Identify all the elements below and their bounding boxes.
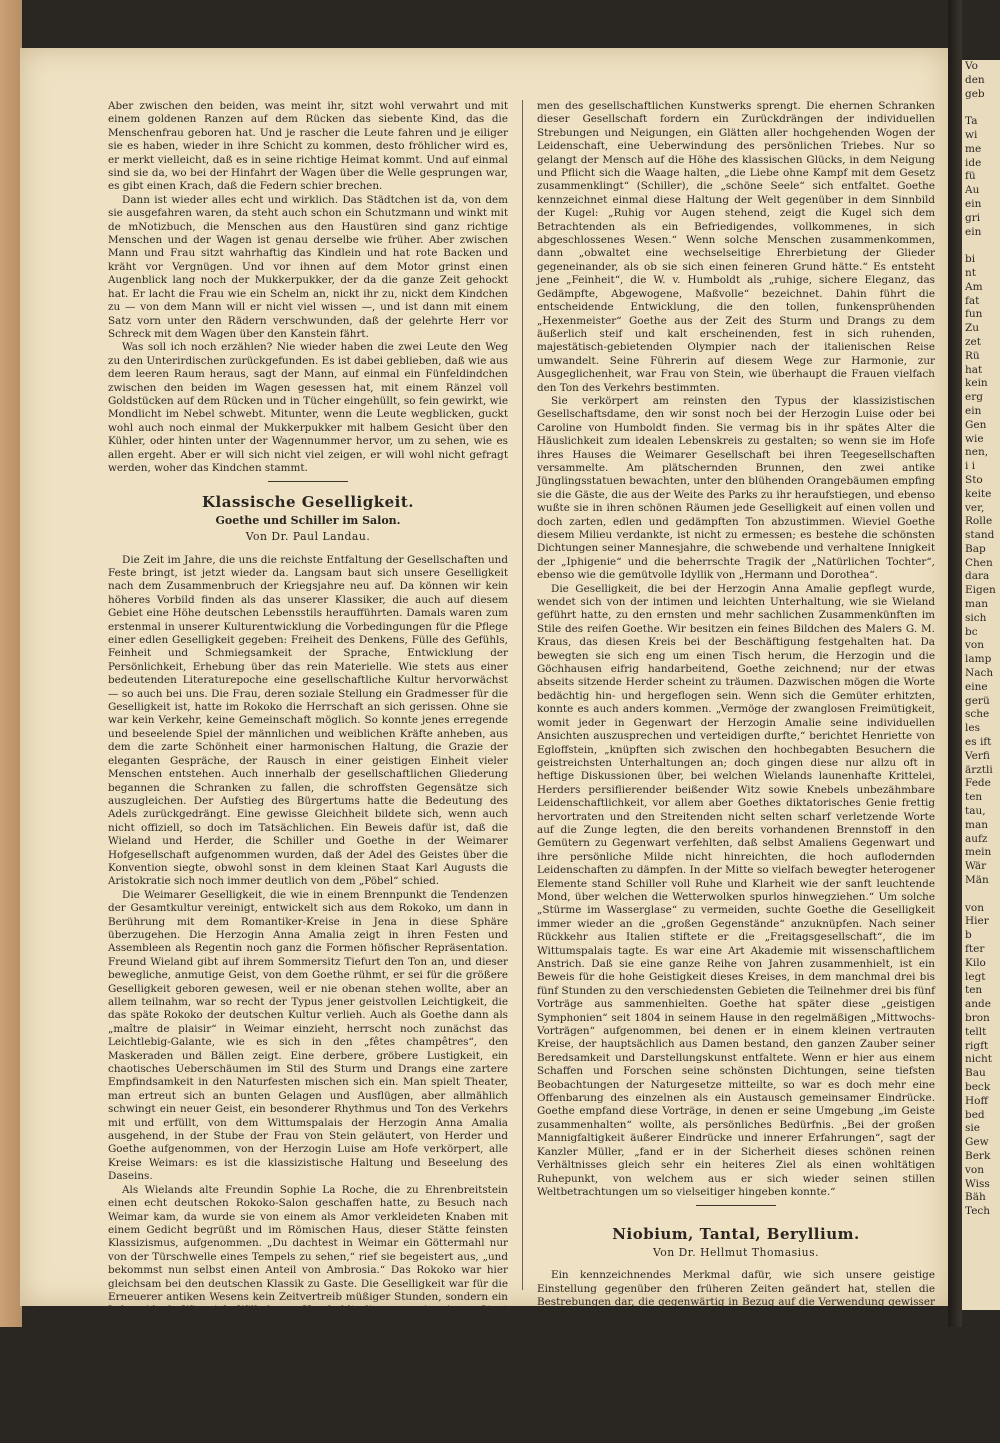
next-page-fragment: Gen — [965, 418, 987, 431]
next-page-fragment — [962, 888, 1000, 902]
next-page-fragment: Gew — [965, 1136, 989, 1149]
next-page-fragment: Bäh — [965, 1191, 986, 1204]
next-page-fragment: sie — [965, 1122, 980, 1135]
next-page-fragment: Verfi — [965, 749, 990, 762]
next-page-fragment: Am — [965, 280, 983, 293]
next-page-fragment: Hier — [965, 915, 989, 928]
next-page-fragment: Rolle — [965, 515, 993, 528]
next-page-fragment: stand — [965, 529, 995, 542]
next-page-fragment: Vo — [965, 60, 978, 72]
intro-paragraph-1: Aber zwischen den beiden, was meint ihr, sitzt wohl verwahrt und mit einem goldenen Ranzen auf dem Rücken das siebente Kind, das die Menschenfrau geboren hat. Und je rascher die Leute fahren und je eiliger sie es haben, wieder in ihre Schicht zu kommen, desto fröhlicher wird es, er merkt vielleicht, daß es in seine richtige Heimat kommt. Und auf einmal sind sie da, wo bei der Hinfahrt der Wagen über die Welle gesprungen war, es gibt einen Krach, daß die Federn schier brechen. — [108, 100, 508, 193]
next-page-fragment: tau, — [965, 805, 986, 818]
next-page-fragment: legt — [965, 970, 986, 983]
next-page-fragment: Hoff — [965, 1094, 988, 1107]
next-page-fragment: Zu — [965, 322, 980, 335]
next-page-fragment: Nach — [965, 667, 994, 680]
next-page-fragment: man — [965, 818, 988, 831]
next-page-fragment: Bau — [965, 1067, 986, 1080]
next-page-fragment: gerü — [965, 694, 990, 707]
next-page-fragment: hat — [965, 363, 983, 376]
next-page-fragment: Tech — [965, 1205, 991, 1218]
next-page-fragment: Män — [965, 874, 989, 887]
article-title: Klassische Geselligkeit. — [201, 493, 414, 512]
article-continuation-1: men des gesellschaftlichen Kunstwerks sprengt. Die ehernen Schranken dieser Gesellschaft fordern ein Zurückdrängen der individuellen Strebungen und Neigungen, ein Glätten aller hochgehenden Wogen der Leidenschaft, eine Ueberwindung des persönlichen Triebes. Nur so gelangt der Mensch auf die Höhe des klassischen Glücks, in dem Neigung und Pflicht sich die Waage halten, „die Liebe ohne Kampf mit dem Gesetz zusammenklingt“ (Schiller), die „schöne Seele“ sich entfaltet. Goethe kennzeichnet einmal diese Haltung der Welt gegenüber in dem Sinnbild der Kugel: „Ruhig vor Augen stehend, zeigt die Kugel sich dem Betrachtenden als ein Befriedigendes, vollkommenes, in sich abgeschlossenes Wesen.“ Wenn solche Menschen zusammenkommen, dann „obwaltet eine wechselseitige Ehrerbietung der Glieder gegeneinander, als ob sie sich einen feineren Grund hätte.“ Es entsteht jene „Feinheit“, die W. v. Humboldt als „ruhige, sichere Eleganz, das Gedämpfte, Abgewogene, Maßvolle“ bezeichnet. Dahin führt die entscheidende Entwicklung, die den tollen, funkensprühenden „Hexenmeister“ Goethe aus der Zeit des Sturm und Drangs zu dem äußerlich steif und kalt erscheinenden, fest in sich ruhenden, majestätisch-gebietenden Olympier nach der italienischen Reise umwandelt. Seine Führerin auf diesem Wege zur Harmonie, zur Ausgeglichenheit, war Frau von Stein, wie überhaupt die Frauen vielfach den Ton des Verkehrs bestimmten. — [537, 100, 935, 394]
next-page-fragment: ver, — [965, 501, 985, 514]
article-continuation-3: Die Geselligkeit, die bei der Herzogin Anna Amalie gepflegt wurde, wendet sich von der intimen und leichten Unterhaltung, wie sie Wieland geführt hatte, zu den ernsten und mehr sachlichen Zusammenkünften im Stile des reifen Goethe. Wir besitzen ein feines Bildchen des Malers G. M. Kraus, das diesen Kreis bei der Beschäftigung festgehalten hat. Da bewegten sie sich eng um einen Tisch herum, die Herzogin und die Göchhausen eifrig handarbeitend, Goethe zeichnend; nur der etwas abseits sitzende Herder scheint zu träumen. Dazwischen mögen die Worte bedächtig hin- und hergeflogen sein. Wenn sich die Gemüter erhitzten, konnte es auch anders kommen. „Vermöge der zwanglosen Freimütigkeit, womit jeder in Gegenwart der Herzogin Amalie seine individuellen Ansichten auszusprechen und verteidigen durfte,“ berichtet Henriette von Egloffstein, „knüpften sich zwischen den hochbegabten Besuchern die geistreichsten Unterhaltungen an; doch gingen diese nur allzu oft in heftige Diskussionen über, bei welchen Wielands launenhafte Krittelei, Herders persiflierender beißender Witz sowie Knebels unbezähmbare Leidenschaftlichkeit, vor allem aber Goethes diktatorisches Genie frettig hervortraten und den Streitenden nicht selten scharf verletzende Worte auf die Zunge legten, die den bereits vorhandenen Brennstoff in den Gemütern zu Gegenwart verfehlten, daß selbst Amaliens Gegenwart und ihre persönliche Milde nicht hinreichten, die hoch auflodernden Leidenschaften zu dämpfen. In der Mitte so vielfach bewegter heterogener Elemente stand Schiller voll Ruhe und Klarheit wie der sanft leuchtende Mond, über welchen die Wetterwolken spurlos hinwegziehen.“ Um solche „Stürme im Wasserglase“ zu vermeiden, suchte Goethe die Geselligkeit immer wieder an die „großen Gegenstände“ anzuknüpfen. Nach seiner Rückkehr aus Italien stiftete er die „Freitagsgesellschaft“, die im Wittumspalais tagte. Es war eine Art Akademie mit wissenschaftlichem Anstrich. Daß sie eine ganze Reihe von Jahren zusammenhielt, ist ein Beweis für die hohe Geistigkeit dieses Kreises, in dem manchmal drei bis fünf Stunden zu den verschiedensten Gebieten die Teilnehmer drei bis fünf Vorträge aus sammenhielten. Goethe hat später diese „geistigen Symphonien“ seit 1804 in seinem Hause in den regelmäßigen „Mittwochs-Vorträgen“ aufgenommen, bei denen er in einem kleinen vertrauten Kreise, der hauptsächlich aus Damen bestand, den ganzen Zauber seiner Beredsamkeit und Darstellungskunst entfaltete. Wenn er hier aus einem Schaffen und Forschen seine schönsten Dichtungen, seine tiefsten Beobachtungen der Naturgesetze mitteilte, so war es doch mehr eine Offenbarung des einzelnen als ein Austausch gemeinsamer Eindrücke. Goethe empfand diese Vorträge, in denen er seine Umgebung „im Geiste zusammenhalten“ wollte, als persönliches Bedürfnis. „Bei der großen Mannigfaltigkeit äußerer Eindrücke und innerer Erfahrungen“, sagt der Kanzler Müller, „fand er in der Sicherheit dieses schönen reinen Verhältnisses gleich sehr ein heiteres Ziel als einen wohltätigen Ruhepunkt, von welchem aus er sich wieder seinen stillen Weltbetrachtungen um so vielseitiger hingeben konnte.“ — [537, 582, 935, 1198]
next-page-fragment: me — [965, 142, 982, 155]
left-page-edge — [0, 0, 22, 1327]
next-page-fragment: es ift — [965, 736, 992, 749]
column-rule — [522, 100, 523, 1290]
next-page-fragment: wie — [965, 432, 984, 445]
next-page-fragment: man — [965, 598, 988, 611]
next-page-fragment: lamp — [965, 653, 992, 666]
article-paragraph-2: Die Weimarer Geselligkeit, die wie in einem Brennpunkt die Tendenzen der Gesamtkultur vereinigt, entwickelt sich aus dem Rokoko, um dann in Berührung mit dem Romantiker-Kreise in Jena in diese Sphäre überzugehen. Die Herzogin Anna Amalia zeigt in ihren Festen und Assembleen als Regentin noch ganz die Formen höfischer Repräsentation. Freund Wieland gibt auf ihrem Sommersitz Tiefurt den Ton an, und dieser bewegliche, anmutige Geist, von dem Goethe rühmt, er sei für die größere Geselligkeit geboren gewesen, weil er nie obenan stehen wollte, aber an allem teilnahm, war so recht der Typus jener geistvollen Leichtigkeit, die das späte Rokoko der deutschen Kultur verlieh. Auch als Goethe dann als „maître de plaisir“ in Weimar einzieht, herrscht noch zunächst das Leichtlebig-Galante, wie es sich in den „fêtes champêtres“, den Maskeraden und Bällen zeigt. Eine derbere, gröbere Lustigkeit, ein chaotisches Ueberschäumen im Stil des Sturm und Drangs eine zartere Empfindsamkeit in den Naturfesten mischen sich ein. Man spielt Theater, man ertreut sich an bunten Gelagen und Ausflügen, aber allmählich schwingt ein neuer Geist, ein besonderer Rhythmus und Ton des Verkehrs mit und erfüllt, von dem Wittumspalais der Herzogin Anna Amalia ausgehend, in der Stube der Frau von Stein geläutert, von Herder und Goethe aufgenommen, von der Herzogin Luise am Hofe verkörpert, alle Kreise Weimars: es ist die klassizistische Haltung und Beseelung des Daseins. — [108, 888, 508, 1183]
next-page-fragment: les — [965, 722, 980, 735]
next-page-fragment: b — [965, 929, 972, 942]
next-page-fragment: i i — [965, 460, 976, 473]
next-page-fragment: fat — [965, 294, 980, 307]
next-page-fragment: erg — [965, 391, 983, 404]
next-page-fragment: Bap — [965, 542, 986, 555]
next-page-fragment: tellt — [965, 1025, 987, 1038]
next-page-fragment: von — [965, 639, 985, 652]
next-page-fragment: Kilo — [965, 956, 986, 969]
section-divider-right — [696, 1205, 776, 1206]
next-page-fragment: dara — [965, 570, 990, 583]
next-page-fragment: wi — [965, 128, 978, 141]
next-page-fragment: von — [965, 1163, 985, 1176]
next-page-fragment: ten — [965, 984, 983, 997]
next-page-fragment: eine — [965, 680, 988, 693]
next-page-fragment: ärztli — [965, 763, 993, 776]
next-page-fragment: nt — [965, 266, 976, 279]
next-page-fragment: Wiss — [965, 1177, 990, 1190]
next-page-fragment: ande — [965, 998, 991, 1011]
article-byline: Von Dr. Paul Landau. — [245, 530, 371, 544]
next-page-fragment — [962, 101, 1000, 115]
second-article-title: Niobium, Tantal, Beryllium. — [612, 1225, 860, 1244]
next-page-fragment: nicht — [965, 1053, 992, 1066]
next-page-fragment: beck — [965, 1080, 991, 1093]
next-page-fragment: keite — [965, 487, 992, 500]
second-article-byline: Von Dr. Hellmut Thomasius. — [652, 1245, 820, 1259]
next-page-fragment: fun — [965, 308, 983, 321]
next-page-fragment: ten — [965, 791, 983, 804]
next-page-fragment: Au — [965, 184, 980, 197]
next-page-fragment: gri — [965, 211, 981, 224]
next-page-fragment: den — [965, 73, 985, 86]
next-page-fragment: bi — [965, 253, 976, 266]
next-page-fragment: Eigen — [965, 584, 996, 597]
next-page-fragment: mein — [965, 846, 992, 859]
next-page-fragment: bron — [965, 1011, 990, 1024]
second-article-paragraph-1: Ein kennzeichnendes Merkmal dafür, wie sich unsere geistige Einstellung gegenüber den früheren Zeiten geändert hat, stellen die Bestrebungen dar, die gegenwärtig in Bezug auf die Verwendung gewisser Metalle im Gange sind. Lange Zeit bieten diese Metalle lediglich wissenschaftliches Interesse. Sie waren meist verhältnismäßig selten. Vielfach war es ein Kunststück, ihr Dasein überhaupt zu bemerken und sie in einem Zustande darzustellen. War ein derartiger großer Wurf gelungen, so begann das Schürfen in die Tiefe. Ihre Eigenschaften wurden ermittelt und aufs genaueste erforscht. Wenn mehr Arbeiten zu einem gewissen Abschluß gelangt waren, wendete man sich neuen Aufgaben zu. Die Metalle selbst wurden in kleinen Proben den Sammlungen der Hochschulen und wissenschaftlichen Institute einverleibt. Hier führten sie eine Art von Museumsdasein. Die — [537, 1269, 935, 1442]
next-page-fragment: bed — [965, 1108, 985, 1121]
next-page-fragment: fter — [965, 943, 985, 955]
next-page-fragment: Wär — [965, 860, 987, 873]
next-page-fragment: ein — [965, 197, 982, 210]
intro-paragraph-3: Was soll ich noch erzählen? Nie wieder haben die zwei Leute den Weg zu den Unterirdischen zurückgefunden. Es ist dabei geblieben, daß wie aus dem leeren Raum heraus, sagt der Mann, auf einmal ein Fünfeldindchen zwischen den beiden im Wagen gesessen hat, mit einem Ränzel voll Goldstücken auf dem Rücken und in Tücher eingehüllt, so fein gewirkt, wie Mondlicht im Nebel schwebt. Mitunter, wenn die Leute wegblicken, guckt wohl auch noch einmal der Mukkerpukker mit halbem Gesicht über den Kühler, oder hinten unter der Wagennummer hervor, um zu sehen, wie es allen ergeht. Aber er will sich nicht viel zeigen, er will wohl nicht gefragt werden, woher das Kindchen stammt. — [108, 341, 508, 474]
intro-paragraph-2: Dann ist wieder alles echt und wirklich. Das Städtchen ist da, von dem sie ausgefahren waren, da steht auch schon ein Schutzmann und winkt mit de mNotizbuch, die Menschen aus den Haustüren sind ganz richtige Menschen und der Wagen ist genau derselbe wie früher. Aber zwischen Mann und Frau sitzt wahrhaftig das Kindlein und hat rote Backen und kräht vor Vergnügen. Und vor ihnen auf dem Motor grinst einen Augenblick lang noch der Mukkerpukker, der da die ganze Zeit gehockt hat. Er lacht die Frau wie ein Schelm an, nickt ihr zu, nickt dem Kindchen zu — von dem Mann will er nicht viel wissen —, und ist dann mit einem Satz vorn unter den Rädern verschwunden, daß der gelehrte Herr vor Schreck mit dem Wagen über den Kanstein fährt. — [108, 193, 508, 340]
next-page-fragment: sche — [965, 708, 990, 721]
next-page-fragment: ide — [965, 156, 982, 169]
next-page-fragment: aufz — [965, 832, 988, 845]
article-subtitle: Goethe und Schiller im Salon. — [215, 513, 401, 527]
next-page-fragment: von — [965, 901, 985, 914]
next-page-fragment: rigft — [965, 1039, 989, 1052]
next-page-fragment: Sto — [965, 473, 983, 486]
next-page-fragment — [962, 239, 1000, 253]
next-page-fragment: fü — [965, 170, 976, 183]
next-page-fragment: bc — [965, 625, 978, 638]
next-page-fragment: ein — [965, 404, 982, 417]
next-page-fragment: zet — [965, 335, 981, 348]
next-page-edge — [962, 60, 1000, 1310]
left-column — [108, 100, 508, 1412]
next-page-fragment: nen, — [965, 446, 989, 459]
next-page-fragment: Berk — [965, 1149, 991, 1162]
right-column — [537, 100, 935, 1443]
article-paragraph-3: Als Wielands alte Freundin Sophie La Roche, die zu Ehrenbreitstein einen echt deutschen Rokoko-Salon geschaffen hatte, zu Besuch nach Weimar kam, da wurde sie von einem als Amor verkleideten Knaben mit einem Gedicht begrüßt und im Römischen Haus, dieser Stätte feinsten Klassizismus, aufgenommen. „Du dachtest in Weimar ein Göttermahl nur von der Türschwelle eines Tempels zu sehen,“ rief sie begeistert aus, „und bekommst nun selbst einen Anteil von Ambrosia.“ Das Rokoko war hier gleichsam bei den deutschen Klassik zu Gaste. Die Geselligkeit war für die Erneuerer antiken Wesens kein Zeitvertreib müßiger Stunden, sondern ein Lebensideal. Wie sich Wilhelm v. Humboldt die ganze in einem Staat lebende Nation unter dem Bilde einer edlen Gesellschaft darstellte, so glaubte man in der Weimarer Gemeinschaft diese Harmonie verwirklichen zu können durch jene ästhetische Erziehung, die Schiller predigte, durch die Gemeinsamkeit der Weltanschauung, durch das Aufgehen der einzelnen Persönlichkeit in dem allgemeinen Gesetz. Ein Wilhelm Meister, ein Faust fügen sich als dienendes Glied dem großen Ganzen ein; Tasso scheitert, weil seine unbändige Dämonie die strengen For- — [108, 1183, 508, 1411]
next-page-fragment: kein — [965, 377, 988, 390]
next-page-fragment: sich — [965, 611, 987, 624]
next-page-fragment: Rü — [965, 349, 980, 362]
next-page-fragment: ein — [965, 225, 982, 238]
next-page-fragment: Ta — [965, 115, 978, 128]
next-page-fragment: Chen — [965, 556, 993, 569]
next-page-fragment: geb — [965, 87, 985, 100]
article-paragraph-1: Die Zeit im Jahre, die uns die reichste Entfaltung der Gesellschaften und Feste bringt, ist jetzt wieder da. Langsam baut sich unsere Geselligkeit nach dem Zusammenbruch der Kriegsjahre neu auf. Da können wir kein höheres Vorbild finden als das unserer Klassiker, die auch auf diesem Gebiet eine Höhe deutschen Lebensstils heraufführten. Damals waren zum erstenmal in unserer Kulturentwicklung die Vorbedingungen für die Pflege einer edlen Geselligkeit gegeben: Freiheit des Denkens, Fülle des Gefühls, Feinheit und Schmiegsamkeit der Sprache, Entwicklung der Persönlichkeit, Erhebung über das rein Materielle. Wie stets aus einer bedeutenden Literaturepoche eine gesellschaftliche Kultur hervorwächst — so auch bei uns. Die Frau, deren soziale Stellung ein Gradmesser für die Geselligkeit ist, hatte im Rokoko die Herrschaft an sich gerissen. Ohne sie war kein Verkehr, keine Gemeinschaft möglich. So konnte jenes erregende und beseelende Spiel der männlichen und weiblichen Kräfte anheben, aus dem die zarte Schönheit einer harmonischen Haltung, die Grazie der eleganten Gespräche, der Rausch in einer geistigen Einheit vieler Menschen entstehen. Auch innerhalb der gesellschaftlichen Gliederung begannen die Schranken zu fallen, die schroffsten Gegensätze sich auszugleichen. Der Aufstieg des Bürgertums hatte die Bedeutung des Adels zurückgedrängt. Eine gewisse Gleichheit bildete sich, wenn auch nicht offiziell, so doch im Tatsächlichen. Ein Beweis dafür ist, daß die Wieland und Herder, die Schiller und Goethe in der Weimarer Hofgesellschaft aufgenommen wurden, daß der Adel des Geistes über die Konvention siegte, obwohl sonst in dem kleinen Staat Karl Augusts die Aristokratie sich noch immer deutlich von dem „Pöbel“ schied. — [108, 553, 508, 888]
book-gutter — [948, 0, 962, 1327]
article-continuation-2: Sie verkörpert am reinsten den Typus der klassizistischen Gesellschaftsdame, den wir sonst noch bei der Herzogin Luise oder bei Caroline von Humboldt finden. Sie vermag bis in ihr spätes Alter die Häuslichkeit zum idealen Lebenskreis zu gestalten; so wenn sie im Hofe ihres Hauses die Weimarer Gesellschaft bei ihren Teegesellschaften versammelte. Am plätschernden Brunnen, den zwei antike Jünglingsstatuen bewachten, unter den blühenden Orangebäumen empfing sie die Gäste, die aus der Weite des Parks zu ihr heraufstiegen, und ebenso wußte sie in ihren schönen Räumen jede Geselligkeit auf einen vollen und doch zarten, edlen und gedämpften Ton abzustimmen. Wieviel Goethe diesem Milieu verdankte, ist nicht zu ermessen; es bestehe die schönsten Dichtungen seiner Mannesjahre, die schwebende und verhaltene Innigkeit der „Iphigenie“ und die beherrschte Tragik der „Natürlichen Tochter“, ebenso wie die gemütvolle Idyllik von „Hermann und Dorothea“. — [537, 394, 935, 582]
next-page-fragment: Fede — [965, 777, 991, 790]
section-divider — [268, 481, 348, 482]
